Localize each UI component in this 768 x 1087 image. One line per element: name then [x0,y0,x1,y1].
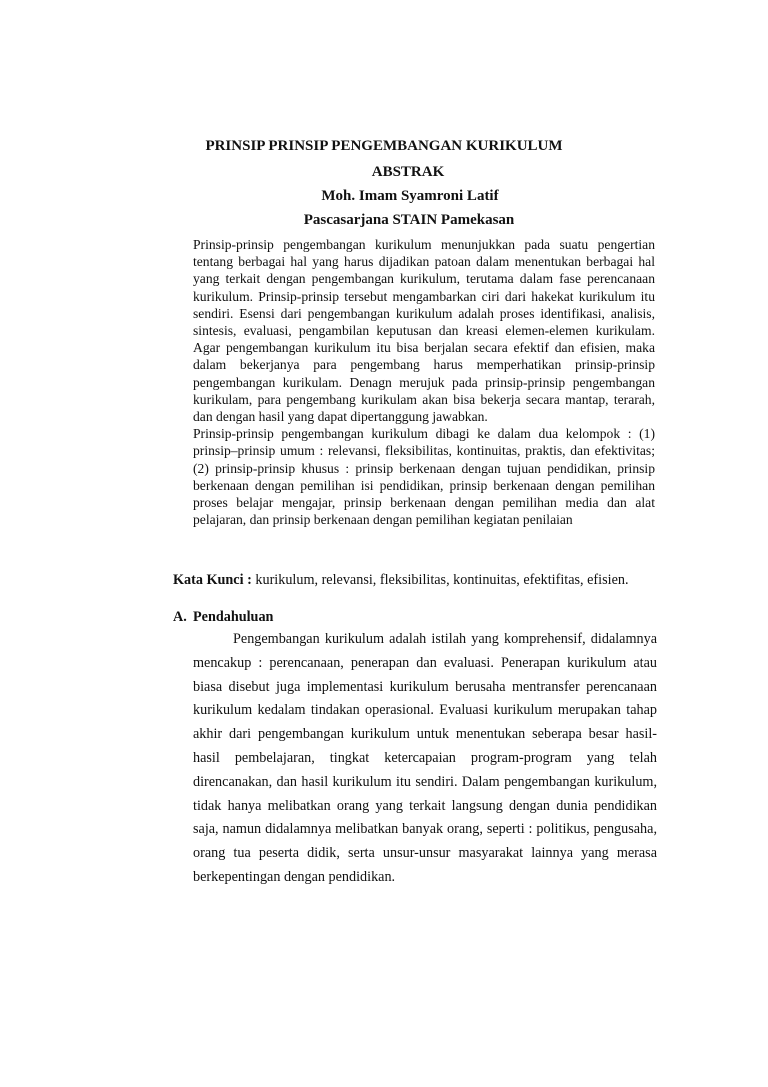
abstract-heading: ABSTRAK [371,164,445,180]
paper-title: PRINSIP PRINSIP PENGEMBANGAN KURIKULUM [205,138,563,154]
keywords-label: Kata Kunci : [173,572,252,588]
keywords-line [173,571,673,589]
abstract-paragraph: Prinsip-prinsip pengembangan kurikulum menunjukkan pada suatu pengertian tentang berbagai hal yang harus dijadikan patoan dalam menentukan berbagai hal yang terkait dengan pengembangan kurikulum, terutama dalam fase perencanaan kurikulum. Prinsip-prinsip tersebut mengambarkan ciri dari hakekat kurikulum itu sendiri. Esensi dari pengembangan kurikulum adalah proses identifikasi, analisis, sintesis, evaluasi, pengambilan keputusan dan kreasi elemen-elemen kurikulam. Agar pengembangan kurikulum itu bisa berjalan secara efektif dan efisien, maka dalam bekerjanya para pengembang harus memperhatikan prinsip-prinsip pengembangan kurikulam. Denagn merujuk pada prinsip-prinsip pengembangan kurikulam, para pengembang kurikulam akan bisa bekerja secara mantap, terarah, dan dengan hasil yang dapat dipertanggung jawabkan. [193,237,655,425]
section-title: Pendahuluan [193,609,274,625]
author-affiliation: Pascasarjana STAIN Pamekasan [303,212,515,228]
author-name: Moh. Imam Syamroni Latif [321,188,499,204]
section-heading [173,608,273,626]
abstract-body [193,236,655,528]
introduction-paragraph: Pengembangan kurikulum adalah istilah yang komprehensif, didalamnya mencakup : perencanaan, penerapan dan evaluasi. Penerapan kurikulum atau biasa disebut juga implementasi kurikulum berusaha mentransfer perencanaan kurikulum kedalam tindakan operasional. Evaluasi kurikulum merupakan tahap akhir dari pengembangan kurikulum untuk menentukan seberapa besar hasil-hasil pembelajaran, tingkat ketercapaian program-program yang telah direncanakan, dan hasil kurikulum itu sendiri. Dalam pengembangan kurikulum, tidak hanya melibatkan orang yang terkait langsung dengan dunia pendidikan saja, namun didalamnya melibatkan banyak orang, seperti : politikus, pengusaha, orang tua peserta didik, serta unsur-unsur masyarakat lainnya yang merasa berkepentingan dengan pendidikan. [193,631,657,885]
keywords-list: kurikulum, relevansi, fleksibilitas, kontinuitas, efektifitas, efisien. [251,572,629,588]
abstract-paragraph: Prinsip-prinsip pengembangan kurikulum dibagi ke dalam dua kelompok : (1) prinsip–prinsip umum : relevansi, fleksibilitas, kontinuitas, praktis, dan efektivitas; (2) prinsip-prinsip khusus : prinsip berkenaan dengan tujuan pendidikan, prinsip berkenaan dengan pemilihan isi pendidikan, prinsip berkenaan dengan pemilihan proses belajar mengajar, prinsip berkenaan dengan pemilihan media dan alat pelajaran, dan prinsip berkenaan dengan pemilihan kegiatan penilaian [193,426,655,528]
section-number: A. [173,609,187,625]
